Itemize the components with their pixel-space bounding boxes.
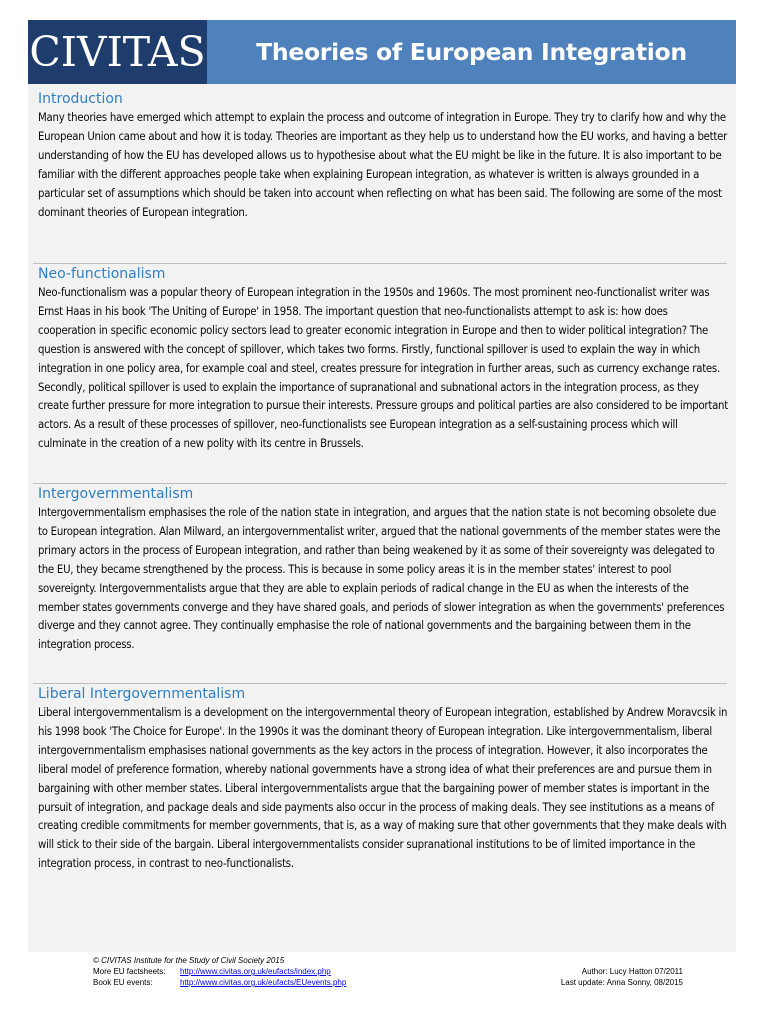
- factsheets-row: [93, 966, 683, 977]
- civitas-logo: [28, 20, 207, 84]
- section-body: Liberal intergovernmentalism is a development on the intergovernmental theory of European integration, established by Andrew Moravcsik in his 1998 book 'The Choice for Europe'. In the 1990s it was the dominant theory of European integration. Like intergovernmentalism, liberal intergovernmentalism emphasises national governments as the key actors in the process of integration. However, it also incorporates the liberal model of preference formation, whereby national governments have a strong idea of what their preferences are and pursue them in bargaining with other member states. Liberal intergovernmentalists argue that the bargaining power of member states is important in the pursuit of integration, and package deals and side payments also occur in the process of making deals. They see institutions as a means of creating credible commitments for member governments, that is, as a way of making sure that other governments that they make deals with will stick to their side of the bargain. Liberal intergovernmentalists consider supranational institutions to be of limited importance in the integration process, in contrast to neo-functionalists.: [38, 706, 728, 871]
- copyright-line: © CIVITAS Institute for the Study of Civil Society 2015: [93, 956, 285, 965]
- section-neo-functionalism: [38, 265, 728, 454]
- section-body: Intergovernmentalism emphasises the role of the nation state in integration, and argues that the nation state is not becoming obsolete due to European integration. Alan Milward, an intergovernmentalist writer, argued that the national governments of the member states were the primary actors in the process of European integration, and rather than being weakened by it as some of their sovereignty was delegated to the EU, they became strengthened by the process. This is because in some policy areas it is in the member states' interest to pool sovereignty. Intergovernmentalists argue that they are able to explain periods of radical change in the EU as when the interests of the member states governments converge and they have shared goals, and periods of slower integration as when the governments' preferences diverge and they cannot agree. They continually emphasise the role of national governments and the bargaining between them in the integration process.: [38, 506, 725, 652]
- events-row: [93, 977, 683, 988]
- section-intergovernmentalism: [38, 485, 728, 655]
- author-credit: Author: Lucy Hatton 07/2011: [581, 967, 683, 976]
- section-divider: [33, 683, 727, 684]
- section-heading: Introduction: [38, 91, 123, 107]
- page-header: [28, 20, 736, 84]
- page-title: Theories of European Integration: [256, 38, 687, 66]
- page-footer: [93, 955, 683, 988]
- last-update: Last update: Anna Sonny, 08/2015: [560, 978, 683, 987]
- section-divider: [33, 483, 727, 484]
- section-divider: [33, 263, 727, 264]
- events-label: Book EU events:: [93, 978, 153, 987]
- section-heading: Liberal Intergovernmentalism: [38, 686, 246, 702]
- section-body: Neo-functionalism was a popular theory of European integration in the 1950s and 1960s. The most prominent neo-functionalist writer was Ernst Haas in his book 'The Uniting of Europe' in 1958. The important question that neo-functionalists attempt to ask is: how does cooperation in specific economic policy sectors lead to greater economic integration in Europe and then to wider political integration? The question is answered with the concept of spillover, which takes two forms. Firstly, functional spillover is used to explain the way in which integration in one policy area, for example coal and steel, creates pressure for integration in further areas, such as currency exchange rates. Secondly, political spillover is used to explain the importance of supranational and subnational actors in the integration process, as they create further pressure for more integration to pursue their interests. Pressure groups and political parties are also considered to be important actors. As a result of these processes of spillover, neo-functionalists see European integration as a self-sustaining process which will culminate in the creation of a new polity with its centre in Brussels.: [38, 286, 728, 451]
- section-body: Many theories have emerged which attempt to explain the process and outcome of integration in Europe. They try to clarify how and why the European Union came about and how it is today. Theories are important as they help us to understand how the EU works, and having a better understanding of how the EU has developed allows us to hypothesise about what the EU might be like in the future. It is also important to be familiar with the different approaches people take when explaining European integration, as whatever is written is always grounded in a particular set of assumptions which should be taken into account when reflecting on what has been said. The following are some of the most dominant theories of European integration.: [38, 111, 728, 219]
- section-heading: Intergovernmentalism: [38, 486, 194, 502]
- section-introduction: [38, 90, 728, 222]
- events-link[interactable]: http://www.civitas.org.uk/eufacts/EUevents.php: [180, 978, 347, 987]
- factsheets-link[interactable]: http://www.civitas.org.uk/eufacts/index.php: [180, 967, 331, 976]
- factsheets-label: More EU factsheets:: [93, 967, 166, 976]
- section-heading: Neo-functionalism: [38, 266, 166, 282]
- section-liberal-intergovernmentalism: [38, 685, 728, 874]
- logo-text: CIVITAS: [29, 27, 206, 76]
- title-bar: [207, 20, 736, 84]
